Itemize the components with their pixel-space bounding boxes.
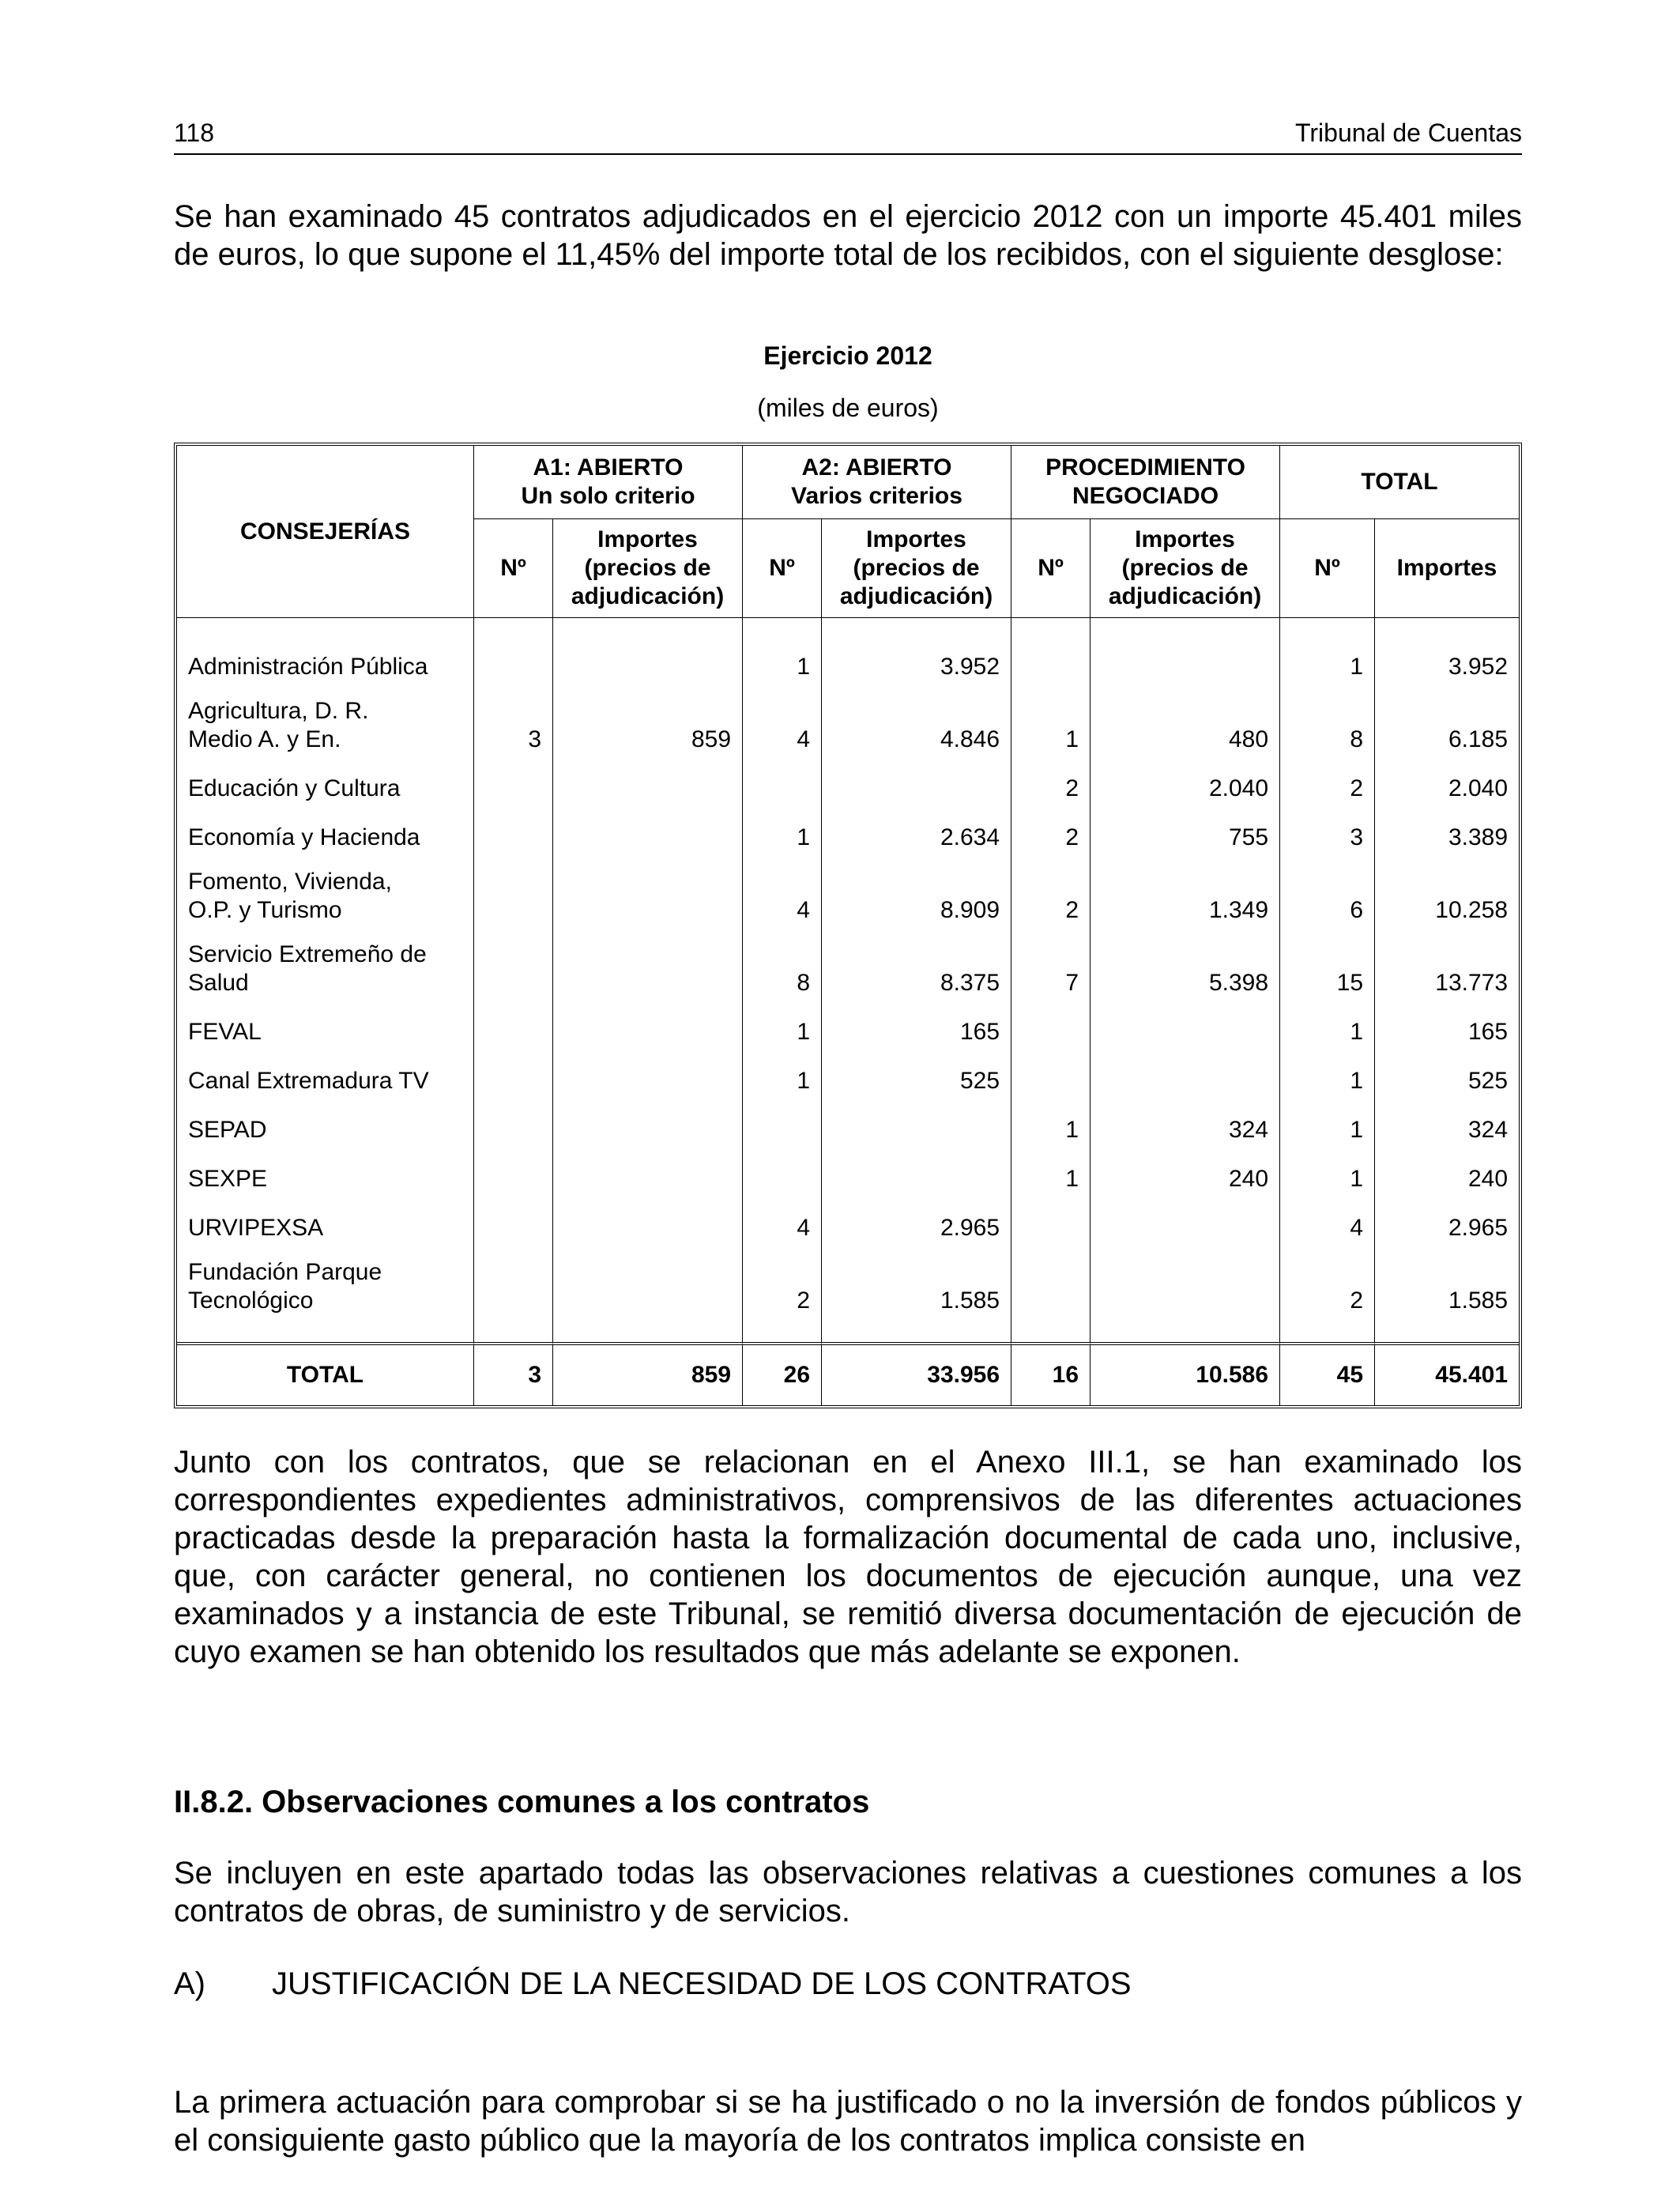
- row-cell-tn: 1: [1280, 1050, 1375, 1099]
- row-cell-tn: 6: [1280, 855, 1375, 928]
- row-cell-a2i: [822, 1099, 1011, 1148]
- row-cell-a1i: [553, 1246, 743, 1342]
- table-row: [177, 684, 1519, 757]
- row-cell-ti: 1.585: [1448, 1287, 1509, 1314]
- row-cell-a1i: [553, 1197, 743, 1246]
- row-cell-a2i: 165: [822, 1001, 1011, 1050]
- sub-no-a2: Nº: [743, 519, 822, 618]
- row-consejeria-line1: SEXPE: [188, 1166, 268, 1192]
- row-consejeria: [177, 1148, 474, 1197]
- row-cell-a1i: [553, 757, 743, 806]
- row-cell-a1i: [553, 618, 743, 684]
- row-cell-pi: 324: [1090, 1099, 1280, 1148]
- row-cell-a1n: [474, 757, 553, 806]
- row-cell-tn: 3: [1280, 806, 1375, 855]
- row-consejeria: [177, 1246, 474, 1342]
- row-consejeria: [177, 618, 474, 684]
- row-cell-pn: 1: [1011, 684, 1090, 757]
- contracts-table-wrapper: [174, 443, 1522, 1408]
- row-cell-pn: [1011, 1050, 1090, 1099]
- table-row: [177, 1099, 1519, 1148]
- row-cell-pi: 5.398: [1090, 928, 1280, 1001]
- sub-imp-line2: (precios de: [584, 555, 711, 581]
- total-a1-imp: 859: [553, 1342, 743, 1405]
- row-cell-a1n: [474, 1148, 553, 1197]
- row-consejeria-line1: Administración Pública: [188, 654, 428, 680]
- row-cell-pi: [1090, 618, 1280, 684]
- row-cell-ti: 6.185: [1448, 726, 1509, 752]
- row-consejeria: [177, 928, 474, 1001]
- row-cell-a2i: 525: [822, 1050, 1011, 1099]
- row-cell-a1n: 3: [474, 684, 553, 757]
- section-heading: II.8.2. Observaciones comunes a los contratos: [174, 1785, 870, 1819]
- row-consejeria-line2: Salud: [188, 970, 249, 996]
- row-cell-a2n: 1: [743, 618, 822, 684]
- row-consejeria: [177, 1001, 474, 1050]
- row-cell-ti: 2.965: [1448, 1215, 1509, 1241]
- row-cell-a2n: 1: [743, 1001, 822, 1050]
- row-consejeria-line1: Servicio Extremeño de: [188, 941, 427, 967]
- group-total-line1: TOTAL: [1361, 469, 1438, 495]
- row-cell-a1i: 859: [553, 684, 743, 757]
- table-title: Ejercicio 2012: [763, 341, 932, 370]
- group-a2-line2: Varios criterios: [791, 483, 962, 509]
- row-cell-a2i: 3.952: [822, 618, 1011, 684]
- page-header: [174, 117, 1522, 155]
- sub-imp-line2: (precios de: [1121, 555, 1249, 581]
- row-cell-pi: [1090, 1050, 1280, 1099]
- sub-no-total: Nº: [1280, 519, 1375, 618]
- row-cell-a1i: [553, 806, 743, 855]
- row-consejeria-line1: FEVAL: [188, 1019, 262, 1045]
- row-cell-ti: 10.258: [1435, 897, 1509, 923]
- row-cell-pn: 7: [1011, 928, 1090, 1001]
- row-cell-pn: 2: [1011, 855, 1090, 928]
- total-neg-no: 16: [1011, 1342, 1090, 1405]
- sub-imp-line3: adjudicación): [839, 583, 993, 609]
- group-a1-line1: A1: ABIERTO: [533, 454, 684, 481]
- row-cell-pi: [1090, 1001, 1280, 1050]
- row-cell-a2i: 4.846: [822, 684, 1011, 757]
- row-cell-a1i: [553, 1050, 743, 1099]
- total-a2-imp: 33.956: [822, 1342, 1011, 1405]
- subsection-text: JUSTIFICACIÓN DE LA NECESIDAD DE LOS CONTRATOS: [272, 1966, 1132, 2001]
- row-cell-tn: 1: [1280, 1001, 1375, 1050]
- row-cell-pi: 755: [1090, 806, 1280, 855]
- row-cell-ti: 2.040: [1448, 775, 1509, 801]
- group-a1-line2: Un solo criterio: [521, 483, 695, 509]
- table-units: (miles de euros): [757, 394, 939, 422]
- total-total-no: 45: [1280, 1342, 1375, 1405]
- row-cell-a2n: [743, 1099, 822, 1148]
- table-row: [177, 806, 1519, 855]
- row-cell-a1n: [474, 928, 553, 1001]
- row-cell-tn: 1: [1280, 1148, 1375, 1197]
- row-cell-a1n: [474, 1050, 553, 1099]
- row-cell-a2i: 2.965: [822, 1197, 1011, 1246]
- total-a2-no: 26: [743, 1342, 822, 1405]
- row-cell-pn: [1011, 1246, 1090, 1342]
- contracts-table: [174, 443, 1522, 1408]
- row-cell-tn: 1: [1280, 618, 1375, 684]
- row-cell-a2n: 1: [743, 806, 822, 855]
- total-a1-no: 3: [474, 1342, 553, 1405]
- row-cell-tn: 8: [1280, 684, 1375, 757]
- group-negociado: [1011, 446, 1280, 519]
- row-cell-a1i: [553, 1099, 743, 1148]
- group-total: [1280, 446, 1519, 519]
- row-cell-ti: 3.952: [1448, 654, 1509, 680]
- row-cell-ti: 13.773: [1435, 970, 1509, 996]
- row-cell-a2n: 1: [743, 1050, 822, 1099]
- table-row: [177, 1246, 1519, 1342]
- row-consejeria-line1: Fundación Parque: [188, 1259, 382, 1285]
- row-consejeria-line1: Agricultura, D. R.: [188, 698, 369, 724]
- row-cell-a1n: [474, 1246, 553, 1342]
- row-cell-a1i: [553, 855, 743, 928]
- row-cell-tn: 15: [1280, 928, 1375, 1001]
- row-cell-a2n: [743, 1148, 822, 1197]
- row-cell-pn: 2: [1011, 757, 1090, 806]
- paragraph-justification: La primera actuación para comprobar si se ha justificado o no la inversión de fondos públicos y el consiguiente gasto público que la mayoría de los contratos implica consiste en: [174, 2085, 1522, 2158]
- row-consejeria-line1: Fomento, Vivienda,: [188, 869, 392, 895]
- row-cell-pi: [1090, 1246, 1280, 1342]
- row-cell-a2i: [822, 1148, 1011, 1197]
- row-cell-a2n: 4: [743, 684, 822, 757]
- row-cell-a1n: [474, 618, 553, 684]
- row-consejeria-line1: Educación y Cultura: [188, 775, 401, 801]
- sub-imp-line3: adjudicación): [571, 583, 725, 609]
- row-cell-a2n: 4: [743, 855, 822, 928]
- row-consejeria: [177, 757, 474, 806]
- row-cell-pn: 2: [1011, 806, 1090, 855]
- sub-imp-line1: Importes: [866, 526, 966, 552]
- row-cell-tn: 2: [1280, 1246, 1375, 1342]
- row-consejeria: [177, 1197, 474, 1246]
- row-cell-a2i: 2.634: [822, 806, 1011, 855]
- row-cell-tn: 4: [1280, 1197, 1375, 1246]
- row-cell-a2i: 8.375: [822, 928, 1011, 1001]
- table-row: [177, 757, 1519, 806]
- sub-importes-total: Importes: [1375, 519, 1519, 618]
- group-negociado-line1: PROCEDIMIENTO: [1045, 454, 1245, 481]
- row-consejeria: [177, 806, 474, 855]
- sub-importes-a1: [553, 519, 743, 618]
- sub-imp-line1: Importes: [1135, 526, 1235, 552]
- page-number: 118: [174, 119, 215, 147]
- group-a2: [743, 446, 1011, 519]
- table-total-row: [177, 1342, 1519, 1405]
- row-cell-a1n: [474, 1001, 553, 1050]
- row-cell-a2n: 2: [743, 1246, 822, 1342]
- sub-importes-a2: [822, 519, 1011, 618]
- row-cell-pi: 2.040: [1090, 757, 1280, 806]
- row-consejeria: [177, 1050, 474, 1099]
- sub-no-negociado: Nº: [1011, 519, 1090, 618]
- sub-imp-line3: adjudicación): [1108, 583, 1262, 609]
- group-a1: [474, 446, 743, 519]
- row-cell-pi: [1090, 1197, 1280, 1246]
- table-row: [177, 1001, 1519, 1050]
- row-cell-pi: 1.349: [1090, 855, 1280, 928]
- row-cell-a1n: [474, 1197, 553, 1246]
- total-total-imp: 45.401: [1375, 1342, 1519, 1405]
- row-cell-a1n: [474, 806, 553, 855]
- row-cell-a2i: [822, 757, 1011, 806]
- row-cell-pn: [1011, 1001, 1090, 1050]
- row-cell-ti: 240: [1467, 1166, 1509, 1192]
- row-cell-pi: 480: [1090, 684, 1280, 757]
- row-consejeria-line2: O.P. y Turismo: [188, 897, 342, 923]
- table-body: [177, 618, 1519, 1342]
- sub-no-a1: Nº: [474, 519, 553, 618]
- group-a2-line1: A2: ABIERTO: [801, 454, 952, 481]
- table-row: [177, 618, 1519, 684]
- row-cell-ti: 3.389: [1448, 824, 1509, 850]
- total-label: TOTAL: [177, 1342, 474, 1405]
- row-consejeria-line1: Economía y Hacienda: [188, 824, 420, 850]
- paragraph-anexo: Junto con los contratos, que se relacionan en el Anexo III.1, se han examinado los correspondientes expedientes administrativos, comprensivos de las diferentes actuaciones practicadas desde la preparación hasta la formalización documental de cada uno, inclusive, que, con carácter general, no contienen los documentos de ejecución aunque, una vez examinados y a instancia de este Tribunal, se remitió diversa documentación de ejecución de cuyo examen se han obtenido los resultados que más adelante se exponen.: [174, 1445, 1522, 1669]
- row-consejeria: [177, 855, 474, 928]
- row-consejeria-line1: SEPAD: [188, 1117, 267, 1143]
- row-cell-a2n: 4: [743, 1197, 822, 1246]
- row-cell-ti: 165: [1467, 1019, 1509, 1045]
- row-cell-a1n: [474, 855, 553, 928]
- row-cell-pn: [1011, 1197, 1090, 1246]
- row-cell-a2n: 8: [743, 928, 822, 1001]
- table-row: [177, 855, 1519, 928]
- total-neg-imp: 10.586: [1090, 1342, 1280, 1405]
- sub-imp-line2: (precios de: [853, 555, 980, 581]
- row-consejeria-line1: URVIPEXSA: [188, 1215, 324, 1241]
- group-negociado-line2: NEGOCIADO: [1072, 483, 1219, 509]
- row-cell-tn: 1: [1280, 1099, 1375, 1148]
- row-cell-pi: 240: [1090, 1148, 1280, 1197]
- row-consejeria-line1: Canal Extremadura TV: [188, 1068, 429, 1094]
- row-cell-tn: 2: [1280, 757, 1375, 806]
- col-consejerias: CONSEJERÍAS: [177, 446, 474, 618]
- sub-imp-line1: Importes: [597, 526, 698, 552]
- row-consejeria-line2: Tecnológico: [188, 1287, 314, 1314]
- row-cell-ti: 324: [1467, 1117, 1509, 1143]
- row-cell-a1i: [553, 1148, 743, 1197]
- row-cell-a1n: [474, 1099, 553, 1148]
- table-row: [177, 1148, 1519, 1197]
- row-cell-a2i: 8.909: [822, 855, 1011, 928]
- row-cell-pn: [1011, 618, 1090, 684]
- row-consejeria: [177, 1099, 474, 1148]
- row-cell-a1i: [553, 1001, 743, 1050]
- row-cell-ti: 525: [1467, 1068, 1509, 1094]
- subsection-letter: A): [174, 1966, 205, 2001]
- row-cell-pn: 1: [1011, 1099, 1090, 1148]
- sub-importes-negociado: [1090, 519, 1280, 618]
- table-row: [177, 928, 1519, 1001]
- paragraph-scope: Se incluyen en este apartado todas las observaciones relativas a cuestiones comunes a los contratos de obras, de suministro y de servicios.: [174, 1856, 1522, 1928]
- row-consejeria: [177, 684, 474, 757]
- row-cell-a2n: [743, 757, 822, 806]
- row-cell-pn: 1: [1011, 1148, 1090, 1197]
- header-title: Tribunal de Cuentas: [1295, 119, 1522, 147]
- table-row: [177, 1050, 1519, 1099]
- row-cell-a1i: [553, 928, 743, 1001]
- table-row: [177, 1197, 1519, 1246]
- intro-paragraph: Se han examinado 45 contratos adjudicados en el ejercicio 2012 con un importe 45.401 miles de euros, lo que supone el 11,45% del importe total de los recibidos, con el siguiente desglose:: [174, 199, 1522, 272]
- row-cell-a2i: 1.585: [822, 1246, 1011, 1342]
- row-consejeria-line2: Medio A. y En.: [188, 726, 341, 752]
